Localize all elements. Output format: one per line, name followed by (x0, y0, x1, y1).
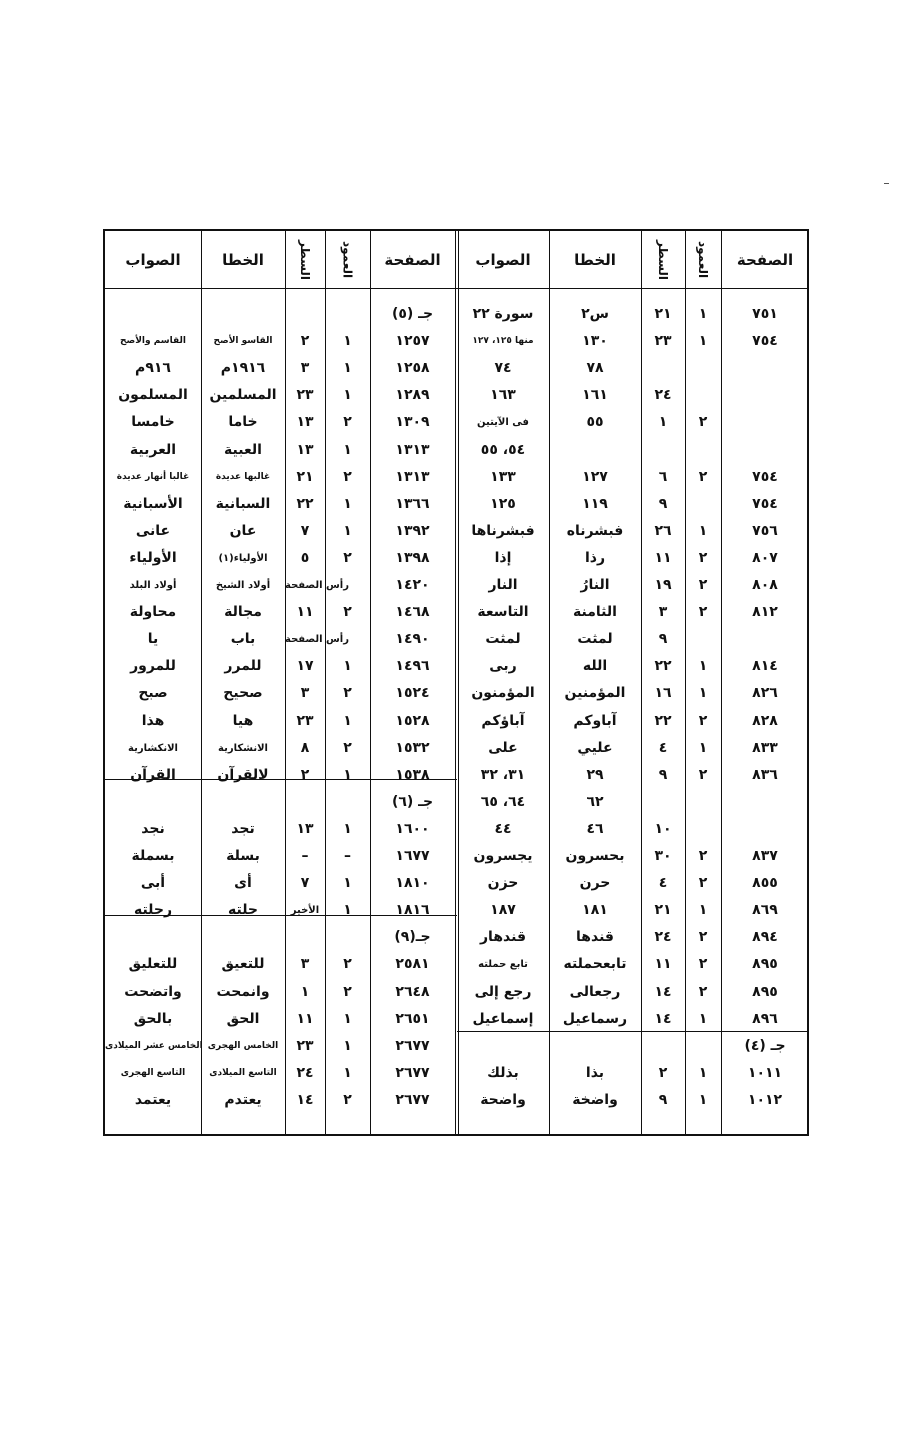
left-cell-column: ١ (343, 658, 352, 675)
left-cell-page: ١٢٥٧ (395, 333, 430, 350)
right-cell-line: ٩ (658, 1091, 668, 1108)
left-cell-error: العبية (224, 441, 262, 458)
right-cell-correct: ٧٤ (494, 360, 512, 377)
right-cell-error: ١٣٠ (582, 333, 608, 350)
right-cell-column: ١ (698, 658, 708, 675)
left-cell-column: ٢ (343, 414, 352, 431)
left-cell-page: ١٥٣٨ (395, 766, 430, 783)
left-cell-page: ١٦٠٠ (395, 820, 430, 837)
header-right-column: العمود (696, 240, 710, 279)
right-cell-column: ١ (698, 1064, 708, 1081)
right-cell-line: ٢٣ (654, 333, 672, 350)
left-cell-column: ١ (343, 360, 352, 377)
right-cell-error: بحسرون (565, 848, 625, 864)
right-cell-page: ٧٥١ (752, 306, 778, 322)
right-cell-line: ٢٤ (654, 929, 672, 946)
right-cell-line: ٩ (658, 631, 668, 648)
right-cell-error: رذا (584, 549, 606, 566)
right-cell-column: ١ (698, 685, 708, 702)
right-cell-error: واضخة (572, 1091, 618, 1108)
left-cell-line: ٢٤ (296, 1064, 314, 1081)
right-cell-page: ٨٣٦ (752, 766, 778, 783)
left-cell-column: ١ (343, 441, 352, 458)
right-cell-error: ٢٩ (586, 766, 604, 783)
left-cell-column: ١ (343, 495, 352, 512)
left-cell-correct: غالبا أنهار عديدة (116, 471, 190, 482)
left-cell-column: ٢ (343, 1091, 352, 1108)
right-cell-line: ١ (658, 414, 668, 431)
left-cell-correct: أولاد البلد (129, 580, 177, 591)
left-cell-column: ١ (343, 712, 352, 729)
right-cell-correct: حزن (487, 875, 519, 892)
left-cell-error: مجالة (224, 604, 262, 621)
left-cell-error: وانمحت (216, 983, 270, 1000)
right-cell-page: ٨٦٩ (752, 902, 778, 919)
header-divider (105, 288, 807, 289)
left-cell-correct: يعتمد (134, 1091, 172, 1108)
header-left-column: العمود (340, 240, 355, 279)
left-cell-correct: المسلمون (118, 387, 188, 404)
right-cell-correct: ٣١، ٣٢ (480, 766, 526, 783)
right-cell-error: قندها (576, 929, 614, 946)
left-cell-correct: التاسع الهجرى (120, 1067, 186, 1078)
right-cell-column: ٢ (698, 604, 708, 621)
left-cell-page: ١٤٩٦ (395, 658, 430, 675)
right-cell-page: ٨١٢ (752, 604, 778, 621)
left-cell-page: ١٣١٣ (395, 468, 430, 485)
right-cell-error: تابعحملته (563, 956, 627, 973)
right-cell-page: ٧٥٤ (752, 333, 778, 350)
right-cell-column: ٢ (698, 766, 708, 783)
left-cell-line: ١٣ (296, 414, 314, 431)
left-cell-line: الأخير (290, 905, 320, 917)
left-cell-line: ١ (300, 983, 310, 1000)
right-cell-correct: قندهار (480, 929, 526, 946)
right-cell-column: ٢ (698, 875, 708, 892)
left-cell-line: ١٤ (296, 1091, 314, 1108)
left-cell-column: ٢ (343, 685, 352, 702)
right-cell-column: ٢ (698, 468, 708, 485)
left-cell-page: ١٢٥٨ (395, 360, 430, 377)
left-cell-page: ١٤٦٨ (395, 604, 430, 621)
right-cell-line: ٩ (658, 495, 668, 512)
left-cell-column: ٢ (343, 604, 352, 621)
left-cell-line: ١١ (296, 604, 314, 621)
left-cell-line: ٣ (300, 956, 310, 973)
right-cell-page: ٨٣٣ (752, 739, 778, 756)
left-cell-correct: الأسبانية (123, 495, 183, 512)
right-cell-column: ٢ (698, 983, 708, 1000)
left-cell-correct: بالحق (133, 1010, 173, 1027)
header-left-page: الصفحة (384, 250, 441, 269)
left-cell-page: ١٣١٣ (395, 441, 430, 458)
left-cell-line: ١٧ (296, 658, 314, 675)
left-cell-correct: يا (147, 631, 159, 648)
right-cell-correct: منها ١٢٥، ١٢٧ (472, 336, 534, 347)
left-cell-error: الخامس الهجرى (207, 1040, 279, 1051)
right-cell-column: ٢ (698, 712, 708, 729)
left-cell-column: ٢ (343, 983, 352, 1000)
header-left-line: السطر (298, 239, 312, 280)
right-cell-correct: آباؤكم (481, 712, 525, 729)
left-cell-correct: للمرور (130, 658, 176, 675)
right-cell-error: لمثت (577, 631, 613, 648)
left-cell-error: للتعيق (221, 956, 265, 973)
left-cell-line: رأس الصفحة (285, 634, 349, 646)
right-cell-error: ٤٦ (586, 820, 604, 837)
left-cell-error: لالقرآن (217, 766, 269, 783)
left-cell-column: ١ (343, 387, 352, 404)
left-cell-correct: الخامس عشر الميلادى (105, 1040, 203, 1051)
left-cell-page: ١٥٢٤ (395, 685, 430, 702)
header-right-line: السطر (656, 239, 670, 280)
left-cell-line: رأس الصفحة (285, 580, 349, 591)
left-cell-error: يعتدم (224, 1091, 262, 1108)
left-cell-page: ١٦٧٧ (395, 848, 430, 864)
right-cell-error: النارُ (580, 577, 610, 593)
right-cell-correct: فى الآيتين (477, 417, 529, 429)
left-cell-column: ١ (343, 522, 352, 539)
right-cell-correct: النار (488, 577, 518, 593)
right-cell-column: ٢ (698, 929, 708, 946)
left-cell-correct: القاسم والأصح (120, 336, 186, 347)
left-cell-line: ٢ (300, 333, 310, 350)
right-cell-column: ٢ (698, 549, 708, 566)
left-cell-page: ١٥٣٢ (395, 739, 430, 756)
left-cell-error: غالبها عديدة (215, 471, 271, 482)
right-cell-line: ٦ (658, 468, 668, 485)
right-cell-line: ٢٤ (654, 387, 672, 404)
right-cell-error: الله (582, 658, 608, 675)
right-cell-error: حرن (579, 875, 611, 892)
left-cell-correct: الأولياء (129, 549, 177, 566)
right-cell-page: ٨٩٤ (752, 929, 778, 946)
right-cell-correct: ٥٤، ٥٥ (480, 441, 526, 458)
right-cell-error: ١٨١ (582, 902, 608, 919)
left-cell-error: الحق (226, 1010, 260, 1027)
left-cell-error: هيا (232, 712, 254, 729)
right-cell-page: ٨٩٥ (752, 983, 778, 1000)
left-cell-column: ١ (343, 333, 352, 350)
header-left-error: الخطا (222, 250, 264, 269)
right-cell-error: ٦٢ (586, 793, 604, 810)
left-cell-line: ١١ (296, 1010, 314, 1027)
left-cell-line: ٧ (300, 522, 310, 539)
right-cell-line: ٢٢ (654, 712, 672, 729)
right-cell-line: ١٤ (654, 983, 672, 1000)
left-cell-error: تجد (231, 820, 255, 837)
left-cell-page: ٢٦٧٧ (395, 1064, 430, 1081)
right-cell-column: ١ (698, 306, 708, 322)
left-cell-correct: القرآن (130, 766, 176, 783)
left-cell-error: الانشكارية (218, 742, 268, 754)
left-cell-correct: محاولة (129, 604, 177, 621)
scan-speck (884, 183, 889, 184)
right-cell-line: ١٤ (654, 1010, 672, 1027)
left-cell-error: صحيح (223, 685, 263, 702)
right-cell-page: ٧٥٤ (752, 495, 778, 512)
right-cell-column: ٢ (698, 956, 708, 973)
left-cell-line: ٥ (300, 549, 310, 566)
right-cell-page: ٨٩٦ (752, 1010, 778, 1027)
left-cell-page: جـ(٩) (394, 929, 431, 946)
right-cell-line: ٢١ (654, 902, 672, 919)
left-cell-line: ٢ (300, 766, 310, 783)
right-cell-correct: فبشرناها (471, 522, 535, 539)
left-cell-column: – (344, 848, 351, 864)
right-cell-error: بذا (585, 1064, 605, 1081)
right-cell-page: ١٠١١ (747, 1064, 783, 1081)
errata-table (103, 229, 809, 1136)
right-cell-error: رسماعيل (562, 1010, 628, 1027)
left-cell-correct: صبح (138, 685, 168, 702)
header-right-error: الخطا (574, 250, 616, 269)
left-cell-column: ١ (343, 1064, 352, 1081)
left-cell-correct: عانى (135, 522, 171, 539)
right-cell-error: المؤمنين (564, 685, 626, 702)
right-cell-correct: سورة ٢٢ (472, 306, 534, 322)
right-cell-correct: يجسرون (473, 848, 533, 864)
left-cell-error: خاما (228, 414, 258, 431)
right-cell-column: ٢ (698, 577, 708, 593)
right-cell-error: س٢ (581, 306, 609, 322)
left-cell-correct: خامسا (131, 414, 175, 431)
left-cell-error: حلته (227, 902, 258, 919)
right-cell-error: ١٢٧ (582, 468, 608, 485)
right-cell-page: ٨٠٨ (752, 577, 778, 593)
left-cell-error: السبانية (215, 495, 271, 512)
right-cell-column: ١ (698, 1091, 708, 1108)
header-left-correct: الصواب (125, 250, 181, 269)
right-cell-line: ٢٦ (654, 522, 672, 539)
left-cell-column: ٢ (343, 739, 352, 756)
left-cell-column: ١ (343, 1010, 352, 1027)
left-cell-page: جـ (٦) (391, 793, 434, 810)
right-cell-correct: ١٨٧ (490, 902, 516, 919)
left-cell-page: ٢٦٧٧ (395, 1037, 430, 1054)
left-cell-page: جـ (٥) (391, 306, 434, 322)
right-cell-correct: ٦٤، ٦٥ (480, 793, 526, 810)
left-cell-correct: نجد (141, 820, 165, 837)
left-cell-line: ٨ (300, 739, 310, 756)
right-cell-correct: تابع حملته (478, 959, 528, 971)
right-cell-line: ١٠ (654, 820, 672, 837)
header-right-page: الصفحة (736, 250, 794, 269)
right-cell-correct: ١٣٣ (490, 468, 516, 485)
left-cell-error: للمرر (224, 658, 262, 675)
right-cell-page: ٨٠٧ (752, 549, 778, 566)
left-cell-error: المسلمين (209, 387, 277, 404)
right-cell-column: ١ (698, 522, 708, 539)
right-cell-column: ١ (698, 902, 708, 919)
left-cell-correct: هذا (141, 712, 165, 729)
left-cell-column: ٢ (343, 956, 352, 973)
left-cell-error: ١٩١٦م (220, 360, 266, 377)
left-cell-correct: الانكشارية (128, 742, 178, 754)
right-cell-line: ١٩ (654, 577, 672, 593)
right-cell-line: ٢٢ (654, 658, 672, 675)
left-cell-page: ٢٦٥١ (395, 1010, 430, 1027)
left-cell-line: ٢٣ (296, 712, 314, 729)
right-cell-line: ٤ (658, 739, 668, 756)
left-cell-correct: بسملة (131, 848, 175, 864)
left-cell-line: ٢١ (296, 468, 314, 485)
right-cell-correct: ربى (489, 658, 517, 675)
right-cell-line: ٤ (658, 875, 668, 892)
left-cell-column: ١ (343, 875, 352, 892)
right-cell-correct: على (488, 739, 518, 756)
right-cell-column: ٢ (698, 414, 708, 431)
right-cell-correct: التاسعة (477, 604, 529, 621)
left-cell-page: ١٣٩٨ (395, 549, 430, 566)
left-cell-error: القاسو الأصح (213, 336, 273, 347)
left-cell-column: ١ (343, 820, 352, 837)
right-cell-line: ١٦ (654, 685, 672, 702)
right-cell-correct: واضحة (480, 1091, 526, 1108)
left-cell-line: ٢٣ (296, 1037, 314, 1054)
right-cell-page: ٧٥٤ (752, 468, 778, 485)
left-cell-line: ١٣ (296, 441, 314, 458)
left-cell-line: ٢٢ (296, 495, 314, 512)
right-cell-line: ١١ (654, 956, 672, 973)
left-cell-line: ١٣ (296, 820, 314, 837)
left-cell-line: ٣ (300, 685, 310, 702)
right-cell-correct: ١٢٥ (490, 495, 516, 512)
left-cell-line: ٢٣ (296, 387, 314, 404)
left-cell-correct: رحلته (133, 902, 173, 919)
left-cell-column: ١ (343, 902, 352, 919)
right-cell-line: ٣٠ (654, 848, 672, 864)
left-cell-error: باب (230, 631, 256, 648)
left-cell-correct: واتضحت (124, 983, 182, 1000)
right-cell-column: ١ (698, 333, 708, 350)
left-cell-page: ٢٦٤٨ (395, 983, 430, 1000)
right-cell-error: ٥٥ (586, 414, 604, 431)
left-cell-correct: أبى (140, 875, 166, 892)
right-cell-correct: ١٦٣ (490, 387, 516, 404)
left-cell-column: ٢ (343, 549, 352, 566)
left-cell-page: ١٣٦٦ (395, 495, 430, 512)
right-cell-error: ١١٩ (582, 495, 608, 512)
right-cell-page: ٨٩٥ (752, 956, 778, 973)
right-cell-page: جـ (٤) (744, 1037, 786, 1054)
right-cell-correct: لمثت (485, 631, 521, 648)
left-cell-error: التاسع الميلادى (209, 1067, 277, 1078)
right-cell-column: ١ (698, 739, 708, 756)
right-cell-line: ١١ (654, 549, 672, 566)
right-cell-line: ٢ (658, 1064, 668, 1081)
right-cell-page: ٨١٤ (752, 658, 778, 675)
left-cell-correct: للتعليق (128, 956, 178, 973)
right-cell-column: ١ (698, 1010, 708, 1027)
left-cell-page: ١٨١٦ (395, 902, 430, 919)
right-cell-page: ٨٣٧ (752, 848, 778, 864)
left-cell-page: ١٤٩٠ (395, 631, 430, 648)
left-cell-page: ١٥٢٨ (395, 712, 430, 729)
right-cell-correct: إسماعيل (472, 1010, 534, 1027)
right-cell-page: ٨٢٦ (752, 685, 778, 702)
left-cell-line: ٧ (300, 875, 310, 892)
right-cell-error: ٧٨ (586, 360, 604, 377)
right-cell-line: ٢١ (654, 306, 672, 322)
left-cell-error: عان (229, 522, 257, 539)
right-cell-correct: المؤمنون (471, 685, 535, 702)
right-cell-correct: بذلك (487, 1064, 519, 1081)
right-cell-line: ٣ (658, 604, 668, 621)
right-cell-error: آباوكم (573, 712, 617, 729)
left-cell-line: – (301, 848, 309, 864)
left-cell-page: ٢٥٨١ (395, 956, 430, 973)
left-cell-page: ٢٦٧٧ (395, 1091, 430, 1108)
right-cell-line: ٩ (658, 766, 668, 783)
right-cell-correct: ٤٤ (494, 820, 512, 837)
left-cell-column: ١ (343, 766, 352, 783)
left-cell-page: ١٢٨٩ (395, 387, 430, 404)
left-cell-page: ١٨١٠ (395, 875, 430, 892)
right-cell-column: ٢ (698, 848, 708, 864)
left-cell-column: ٢ (343, 468, 352, 485)
right-cell-error: الثامنة (573, 604, 617, 621)
left-cell-page: ١٣٠٩ (395, 414, 430, 431)
right-cell-correct: إذا (494, 549, 512, 566)
right-cell-page: ٧٥٦ (752, 522, 778, 539)
right-cell-error: ١٦١ (582, 387, 608, 404)
left-cell-error: أولاد الشيخ (215, 580, 271, 591)
left-cell-correct: العربية (129, 441, 177, 458)
left-cell-column: ١ (343, 1037, 352, 1054)
left-cell-error: أى (234, 875, 252, 892)
left-cell-correct: ٩١٦م (135, 360, 171, 377)
header-right-correct: الصواب (475, 250, 531, 269)
left-cell-page: ١٣٩٢ (395, 522, 430, 539)
right-cell-page: ٨٢٨ (752, 712, 778, 729)
left-cell-page: ١٤٢٠ (395, 577, 430, 593)
left-cell-error: بسلة (226, 848, 260, 864)
right-cell-error: فبشرناه (566, 522, 624, 539)
right-cell-page: ٨٥٥ (752, 875, 778, 892)
left-cell-line: ٣ (300, 360, 310, 377)
right-cell-error: عليي (577, 739, 613, 756)
right-cell-error: رجعالى (569, 983, 621, 1000)
right-cell-page: ١٠١٢ (747, 1091, 783, 1108)
left-cell-error: الأولياء(١) (218, 552, 268, 564)
right-cell-correct: رجع إلى (474, 983, 532, 1000)
